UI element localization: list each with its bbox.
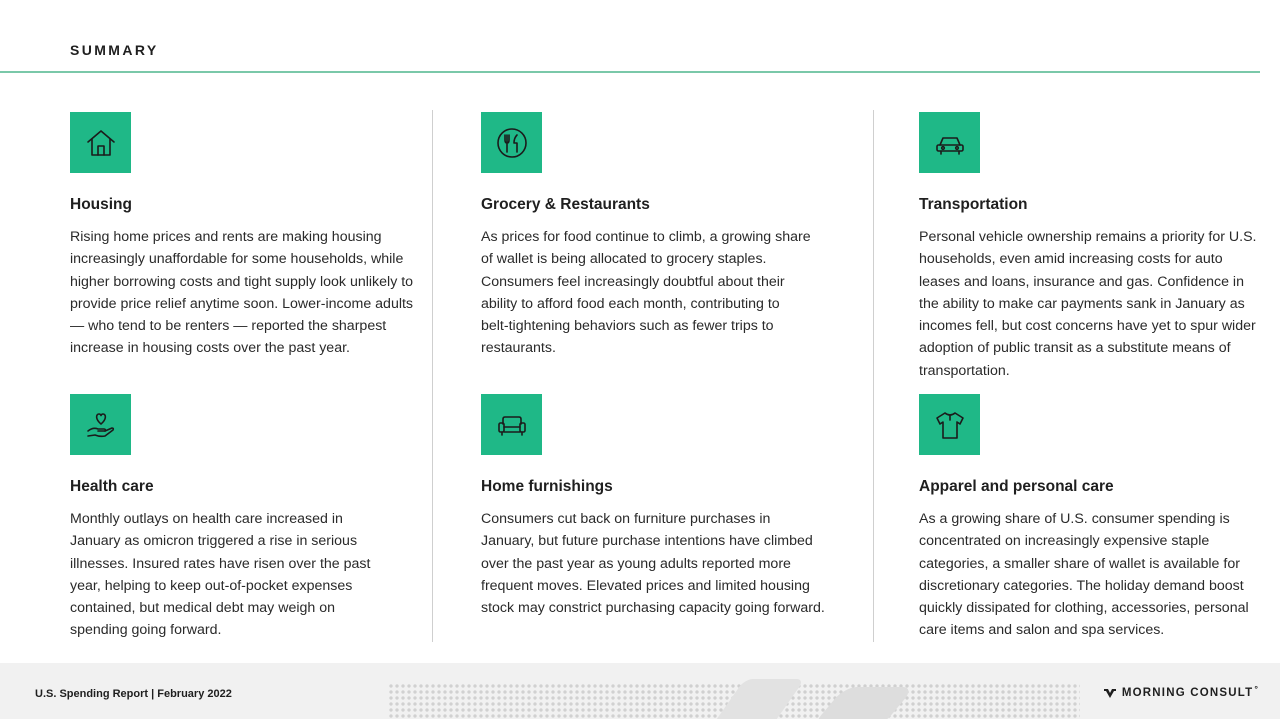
morning-consult-logo-icon [1103,687,1117,699]
heart-hand-icon [70,394,131,455]
house-icon [70,112,131,173]
card-grocery-restaurants [481,112,811,357]
column-divider-1 [432,110,433,642]
card-title: Apparel and personal care [919,478,1114,495]
fork-knife-plate-icon [481,112,542,173]
card-text: Consumers cut back on furniture purchases in January, but future purchase intentions have climbed over the past year as young adults reported more frequent moves. Elevated prices and limited housing stock may constrict purchasing capacity going forward. [481,511,825,617]
card-title: Health care [70,478,154,495]
report-label: U.S. Spending Report | February 2022 [35,688,232,700]
brand-logo [1103,684,1258,699]
card-home-furnishings [481,394,826,617]
card-title: Home furnishings [481,478,613,495]
card-title: Grocery & Restaurants [481,196,650,213]
card-text: Rising home prices and rents are making housing increasingly unaffordable for some households, while higher borrowing costs and tight supply look unlikely to provide price relief anytime soon. Lower-income adults — who tend to be renters — reported the sharpest increase in housing costs over the past year. [70,229,414,357]
decorative-pattern [388,683,1080,719]
tshirt-icon [919,394,980,455]
column-divider-2 [873,110,874,642]
card-title: Housing [70,196,132,213]
card-transportation [919,112,1264,379]
page-footer [0,663,1280,719]
brand-name: MORNING CONSULT [1121,687,1254,699]
header-divider [0,71,1260,73]
card-text: Monthly outlays on health care increased in January as omicron triggered a rise in serious illnesses. Insured rates have risen over the past year, helping to keep out-of-pocket expenses contained, but medical debt may weigh on spending going forward. [70,511,371,639]
card-text: As a growing share of U.S. consumer spending is concentrated on increasingly expensive staple categories, a smaller share of wallet is available for discretionary categories. The holiday demand boost quickly dissipated for clothing, accessories, personal care items and salon and spa services. [919,511,1249,639]
page-title: SUMMARY [70,42,159,58]
sofa-icon [481,394,542,455]
card-apparel-personal-care [919,394,1264,639]
card-housing [70,112,420,357]
car-icon [919,112,980,173]
card-text: Personal vehicle ownership remains a priority for U.S. households, even amid increasing costs for auto leases and loans, insurance and gas. Confidence in the ability to make car payments sank in January as incomes fell, but cost concerns have yet to spur wider adoption of public transit as a substitute means of transportation. [919,229,1257,379]
brand-mark: ° [1254,684,1258,694]
card-health-care [70,394,390,639]
card-title: Transportation [919,196,1028,213]
card-text: As prices for food continue to climb, a growing share of wallet is being allocated to grocery staples. Consumers feel increasingly doubtful about their ability to afford food each month, contributing to belt-tightening behaviors such as fewer trips to restaurants. [481,229,811,357]
